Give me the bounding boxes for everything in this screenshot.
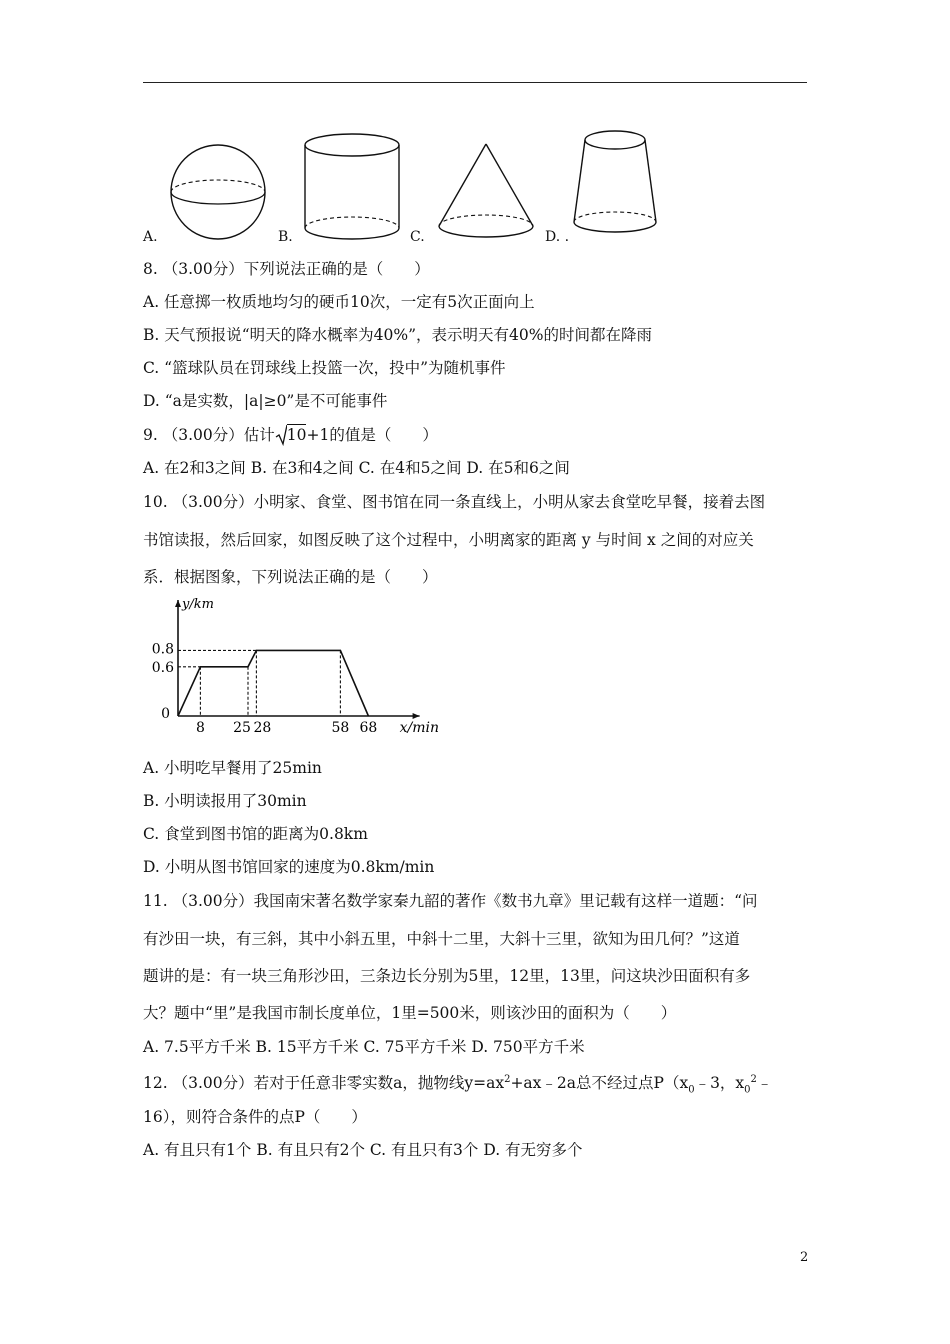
q8-option-d: D. “a是实数，|a|≥0”是不可能事件 [143, 392, 388, 410]
q11-line-3: 题讲的是：有一块三角形沙田，三条边长分别为5里，12里，13里，问这块沙田面积有多 [143, 967, 751, 985]
distance-series-line [178, 650, 368, 716]
sqrt-symbol [275, 424, 307, 446]
q12-text-d: ﹣ [756, 1074, 773, 1093]
page-number: 2 [800, 1250, 809, 1265]
sphere-figure [168, 142, 268, 242]
shape-label-c: C. [410, 229, 425, 245]
q10-option-c: C. 食堂到图书馆的距离为0.8km [143, 825, 368, 843]
q12-text-b: +ax﹣2a总不经过点P（x [510, 1074, 689, 1093]
q9-suffix: +1的值是（ ） [306, 426, 438, 444]
q8-option-b: B. 天气预报说“明天的降水概率为40%”，表示明天有40%的时间都在降雨 [143, 326, 652, 344]
y-tick-label: 0.8 [151, 641, 174, 658]
q12-square: 2 [504, 1074, 511, 1085]
cylinder-figure [300, 130, 404, 245]
y-tick-label: 0.6 [151, 659, 174, 676]
q12-sup-1: 2 [750, 1074, 757, 1085]
q12-sub-0: 0 [688, 1084, 695, 1096]
x-axis-arrow [413, 713, 420, 719]
shape-label-b: B. [278, 229, 293, 245]
q11-line-4: 大？题中“里”是我国市制长度单位，1里=500米，则该沙田的面积为（ ） [143, 1004, 677, 1022]
q12-sub-1: 0 [744, 1084, 751, 1096]
q11-options: A. 7.5平方千米 B. 15平方千米 C. 75平方千米 D. 750平方千米 [143, 1038, 585, 1056]
x-tick-label: 28 [253, 720, 272, 736]
q12-line-1 [143, 1070, 772, 1100]
x-tick-label: 25 [233, 720, 251, 736]
q10-option-a: A. 小明吃早餐用了25min [143, 759, 322, 777]
origin-label: 0 [161, 706, 170, 722]
y-axis-label: y/km [182, 597, 214, 612]
q10-option-b: B. 小明读报用了30min [143, 792, 307, 810]
distance-time-chart [140, 592, 440, 742]
q12-line-2: 16），则符合条件的点P（ ） [143, 1108, 367, 1126]
x-tick-label: 58 [331, 720, 350, 736]
x-axis-label: x/min [399, 720, 439, 736]
q12-options: A. 有且只有1个 B. 有且只有2个 C. 有且只有3个 D. 有无穷多个 [143, 1141, 583, 1159]
q9-radicand: 10 [286, 426, 307, 444]
q8-option-c: C. “篮球队员在罚球线上投篮一次，投中”为随机事件 [143, 359, 506, 377]
q9-stem [143, 424, 438, 446]
q10-line-1: 10. （3.00分）小明家、食堂、图书馆在同一条直线上，小明从家去食堂吃早餐，接着去图 [143, 493, 766, 511]
q10-option-d: D. 小明从图书馆回家的速度为0.8km/min [143, 858, 435, 876]
q11-line-1: 11. （3.00分）我国南宋著名数学家秦九韶的著作《数书九章》里记载有这样一道题：“问 [143, 892, 758, 910]
q10-line-2: 书馆读报，然后回家，如图反映了这个过程中，小明离家的距离 y 与时间 x 之间的对应关 [143, 531, 754, 549]
shape-label-a: A. [143, 229, 158, 245]
q10-line-3: 系．根据图象，下列说法正确的是（ ） [143, 568, 438, 586]
y-axis-arrow [175, 600, 181, 607]
cone-figure [436, 140, 536, 245]
q9-prefix: 9. （3.00分）估计 [143, 426, 275, 444]
q8-stem: 8. （3.00分）下列说法正确的是（ ） [143, 260, 430, 278]
x-tick-label: 68 [359, 720, 378, 736]
q11-line-2: 有沙田一块，有三斜，其中小斜五里，中斜十二里，大斜十三里，欲知为田几何？”这道 [143, 930, 740, 948]
q8-option-a: A. 任意掷一枚质地均匀的硬币10次，一定有5次正面向上 [143, 293, 535, 311]
q12-text-a: 12. （3.00分）若对于任意非零实数a，抛物线y=ax [143, 1074, 505, 1093]
q9-options: A. 在2和3之间 B. 在3和4之间 C. 在4和5之间 D. 在5和6之间 [143, 459, 570, 477]
frustum-figure [570, 126, 660, 241]
shape-label-d: D. . [545, 229, 570, 245]
header-rule [143, 82, 807, 83]
x-tick-label: 8 [195, 720, 205, 736]
q12-text-c: ﹣3，x [694, 1074, 745, 1093]
